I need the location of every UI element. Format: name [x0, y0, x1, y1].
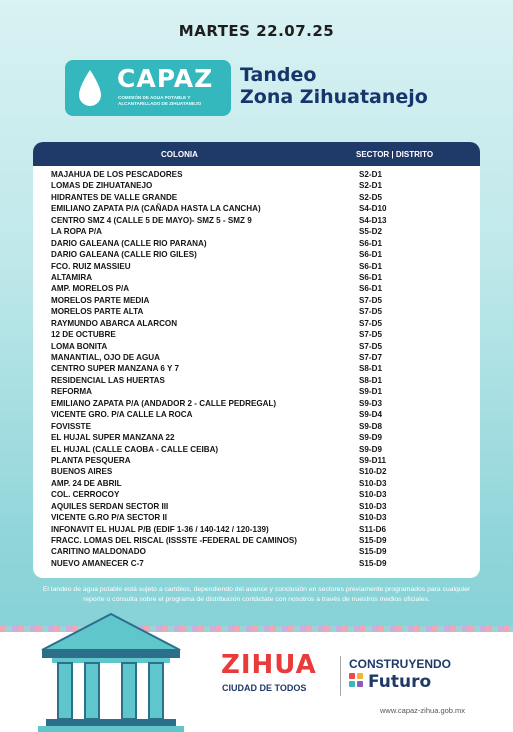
ciudad-de-todos-text: CIUDAD DE TODOS: [222, 683, 307, 693]
logo-subtitle: COMISIÓN DE AGUA POTABLE Y ALCANTARILLADO DE ZIHUATANEJO: [118, 95, 202, 106]
capaz-logo: [65, 60, 231, 116]
website-link[interactable]: www.capaz-zihua.gob.mx: [380, 706, 466, 715]
footer-divider: [340, 656, 341, 696]
table-row: [33, 170, 480, 181]
colonia-cell: MORELOS PARTE ALTA: [51, 307, 144, 317]
sector-cell: S15-D9: [359, 547, 387, 557]
government-building-icon: [30, 610, 192, 732]
table-row: [33, 559, 480, 570]
colonia-cell: ALTAMIRA: [51, 272, 93, 282]
table-row: [33, 445, 480, 456]
table-row: [33, 467, 480, 478]
colonia-cell: MORELOS PARTE MEDIA: [51, 295, 150, 305]
colonia-cell: 12 DE OCTUBRE: [51, 330, 116, 340]
table-body: [33, 170, 480, 570]
sector-cell: S7-D5: [359, 330, 382, 340]
colonia-cell: RAYMUNDO ABARCA ALARCON: [51, 318, 178, 328]
sector-cell: S2-D5: [359, 192, 382, 202]
table-row: [33, 525, 480, 536]
colonia-cell: AQUILES SERDAN SECTOR III: [51, 501, 169, 511]
sector-cell: S7-D5: [359, 341, 382, 351]
table-row: [33, 536, 480, 547]
sector-cell: S2-D1: [359, 170, 382, 179]
table-row: [33, 181, 480, 192]
colonia-cell: DARIO GALEANA (CALLE RIO PARANA): [51, 238, 207, 248]
sector-cell: S6-D1: [359, 238, 382, 248]
colonia-cell: RESIDENCIAL LAS HUERTAS: [51, 375, 165, 385]
water-drop-icon: [76, 68, 104, 108]
table-row: [33, 204, 480, 215]
table-row: [33, 307, 480, 318]
table-row: [33, 342, 480, 353]
sector-cell: S15-D9: [359, 558, 387, 568]
table-row: [33, 433, 480, 444]
table-row: [33, 376, 480, 387]
sector-cell: S9-D9: [359, 444, 382, 454]
table-row: [33, 387, 480, 398]
colonia-cell: PLANTA PESQUERA: [51, 455, 131, 465]
colonia-cell: CARITINO MALDONADO: [51, 547, 146, 557]
date-title: MARTES 22.07.25: [178, 22, 335, 40]
colonia-cell: FOVISSTE: [51, 421, 92, 431]
colonia-cell: CENTRO SMZ 4 (CALLE 5 DE MAYO)- SMZ 5 - SMZ 9: [51, 215, 252, 225]
colonia-cell: FRACC. LOMAS DEL RISCAL (ISSSTE -FEDERAL DE CAMINOS): [51, 536, 297, 545]
table-row: [33, 296, 480, 307]
table-row: [33, 284, 480, 295]
header-sector: SECTOR | DISTRITO: [356, 150, 434, 159]
sector-cell: S6-D1: [359, 272, 382, 282]
table-row: [33, 239, 480, 250]
sector-cell: S9-D9: [359, 433, 382, 443]
colonia-cell: FCO. RUIZ MASSIEU: [51, 261, 131, 271]
colonia-cell: BUENOS AIRES: [51, 467, 113, 477]
table-row: [33, 456, 480, 467]
sector-cell: S4-D10: [359, 204, 387, 214]
colonia-cell: INFONAVIT EL HUJAL P/B (EDIF 1-36 / 140-142 / 120-139): [51, 524, 269, 534]
sector-cell: S7-D5: [359, 295, 382, 305]
colonia-cell: EMILIANO ZAPATA P/A (CAÑADA HASTA LA CANCHA): [51, 204, 261, 214]
table-row: [33, 250, 480, 261]
sector-cell: S7-D5: [359, 318, 382, 328]
zihua-logo-text: ZIHUA: [221, 650, 317, 680]
table-row: [33, 273, 480, 284]
colonia-cell: VICENTE G.RO P/A SECTOR II: [51, 513, 168, 523]
table-row: [33, 364, 480, 375]
table-row: [33, 547, 480, 558]
colonia-cell: EL HUJAL (CALLE CAOBA - CALLE CEIBA): [51, 444, 219, 454]
heading-line-2: Zona Zihuatanejo: [240, 86, 428, 108]
table-row: [33, 330, 480, 341]
sector-cell: S6-D1: [359, 284, 382, 294]
futuro-squares-icon: [349, 673, 355, 679]
construyendo-text: CONSTRUYENDO: [349, 657, 452, 671]
logo-title: CAPAZ: [117, 64, 214, 93]
sector-cell: S9-D3: [359, 398, 382, 408]
sector-cell: S2-D1: [359, 181, 382, 191]
futuro-square: [357, 673, 363, 679]
futuro-logo: [349, 671, 469, 693]
table-row: [33, 399, 480, 410]
colonia-cell: REFORMA: [51, 387, 92, 397]
table-row: [33, 422, 480, 433]
colonia-cell: EL HUJAL SUPER MANZANA 22: [51, 433, 175, 443]
colonia-cell: CENTRO SUPER MANZANA 6 Y 7: [51, 364, 180, 374]
sector-cell: S5-D2: [359, 227, 382, 237]
disclaimer-note: El tandeo de agua potable está sujeto a cambios, dependiendo del avance y conclusión en sectores previamente programados para cualquier reporte o consulta sobre el programa de distribución contáctate con nosotros a través de nuestros medios oficiales.: [42, 586, 471, 603]
sector-cell: S9-D8: [359, 421, 382, 431]
table-row: [33, 216, 480, 227]
colonia-cell: AMP. 24 DE ABRIL: [51, 478, 122, 488]
table-row: [33, 502, 480, 513]
sector-cell: S10-D3: [359, 501, 387, 511]
colonia-cell: LA ROPA P/A: [51, 227, 102, 237]
sector-cell: S8-D1: [359, 375, 382, 385]
table-row: [33, 490, 480, 501]
schedule-table: [33, 142, 480, 578]
table-row: [33, 262, 480, 273]
colonia-cell: VICENTE GRO. P/A CALLE LA ROCA: [51, 410, 193, 420]
page-heading: [240, 64, 428, 108]
sector-cell: S7-D7: [359, 353, 382, 362]
sector-cell: S8-D1: [359, 364, 382, 374]
table-header: [33, 142, 480, 166]
colonia-cell: LOMAS DE ZIHUATANEJO: [51, 181, 153, 191]
table-row: [33, 479, 480, 490]
futuro-square: [357, 681, 363, 687]
colonia-cell: MAJAHUA DE LOS PESCADORES: [51, 170, 183, 179]
sector-cell: S9-D11: [359, 455, 386, 465]
sector-cell: S15-D9: [359, 536, 387, 545]
futuro-text: Futuro: [368, 672, 432, 692]
colonia-cell: HIDRANTES DE VALLE GRANDE: [51, 192, 178, 202]
heading-line-1: Tandeo: [240, 64, 317, 86]
table-row: [33, 227, 480, 238]
table-row: [33, 513, 480, 524]
sector-cell: S10-D2: [359, 467, 387, 477]
table-row: [33, 193, 480, 204]
table-row: [33, 319, 480, 330]
sector-cell: S6-D1: [359, 250, 382, 260]
sector-cell: S11-D6: [359, 524, 386, 534]
sector-cell: S9-D1: [359, 387, 382, 397]
colonia-cell: NUEVO AMANECER C-7: [51, 558, 144, 568]
sector-cell: S6-D1: [359, 261, 382, 271]
colonia-cell: MANANTIAL, OJO DE AGUA: [51, 353, 160, 362]
sector-cell: S10-D3: [359, 513, 387, 523]
sector-cell: S7-D5: [359, 307, 382, 317]
futuro-square: [349, 681, 355, 687]
sector-cell: S9-D4: [359, 410, 382, 420]
sector-cell: S4-D13: [359, 215, 387, 225]
header-colonia: COLONIA: [161, 150, 198, 159]
colonia-cell: COL. CERROCOY: [51, 490, 120, 500]
colonia-cell: EMILIANO ZAPATA P/A (ANDADOR 2 - CALLE PEDREGAL): [51, 398, 277, 408]
table-row: [33, 410, 480, 421]
colonia-cell: AMP. MORELOS P/A: [51, 284, 130, 294]
sector-cell: S10-D3: [359, 490, 387, 500]
sector-cell: S10-D3: [359, 478, 387, 488]
colonia-cell: DARIO GALEANA (CALLE RIO GILES): [51, 250, 197, 260]
colonia-cell: LOMA BONITA: [51, 341, 108, 351]
table-row: [33, 353, 480, 364]
